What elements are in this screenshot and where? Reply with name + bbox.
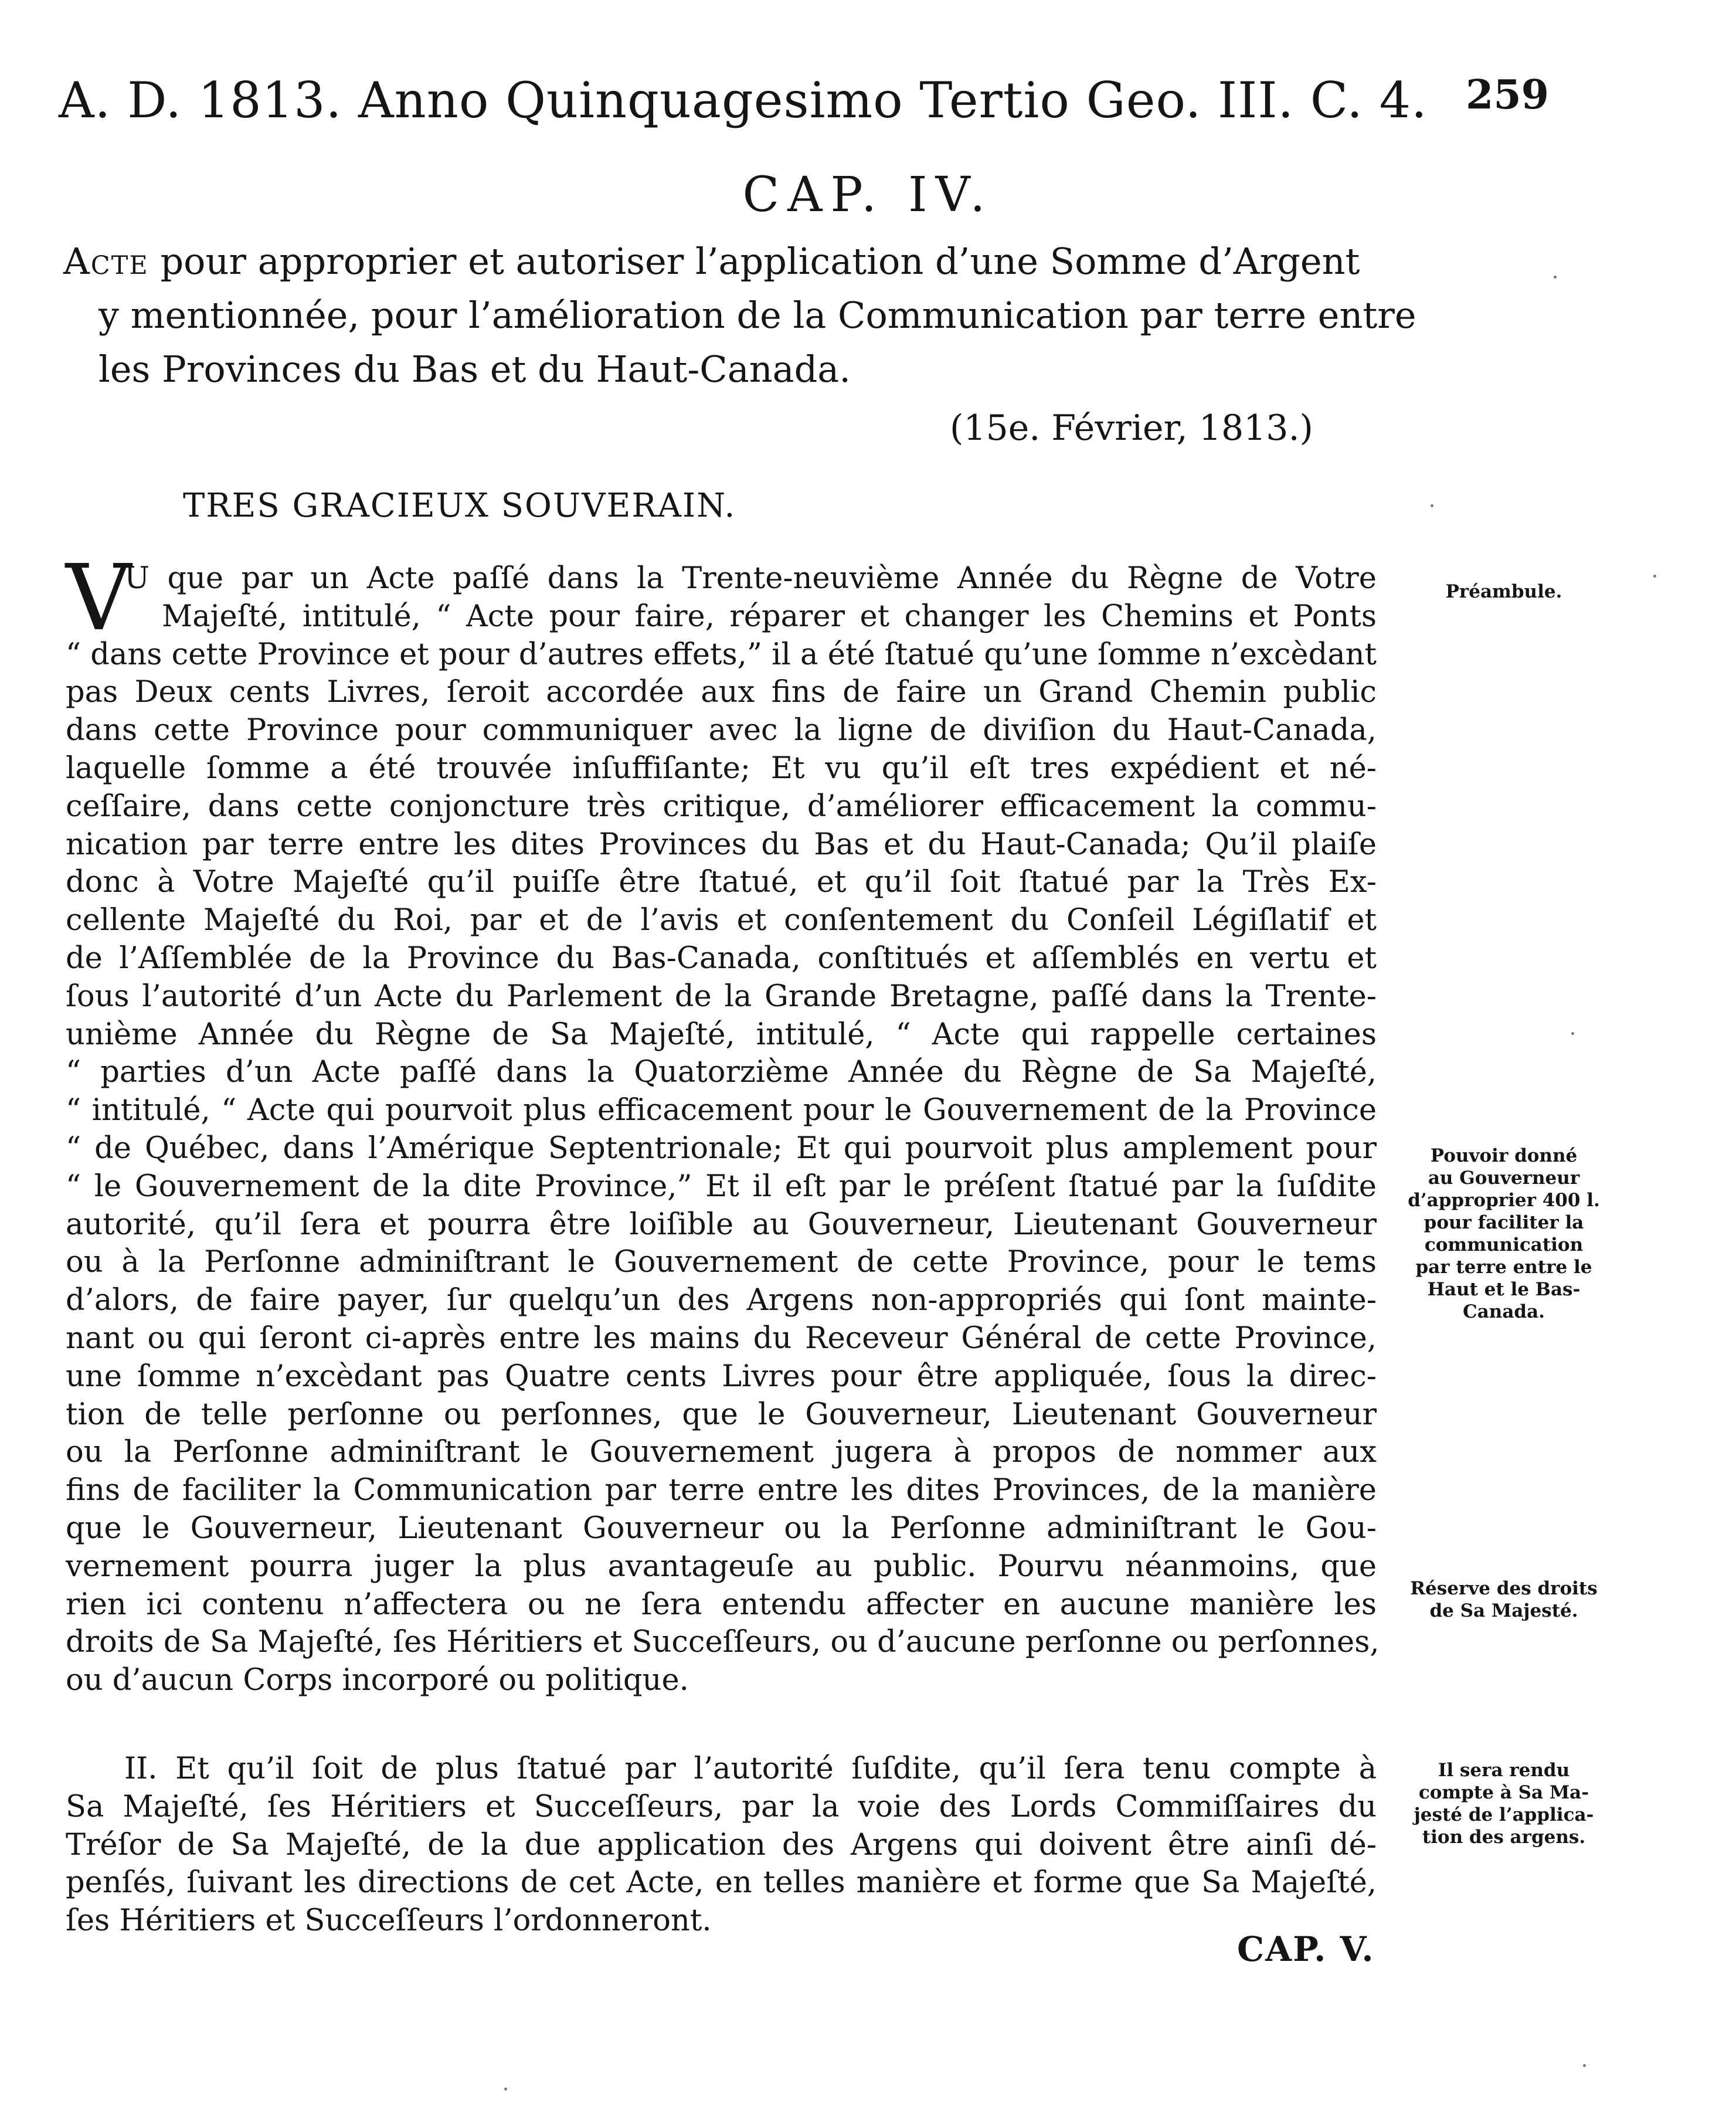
text-line: “ intitulé, “ Acte qui pourvoit plus efficacement pour le Gouvernement de la Province xyxy=(66,1093,1377,1128)
text-line: nication par terre entre les dites Provinces du Bas et du Haut-Canada; Qu’il plaiſe xyxy=(66,827,1377,862)
margin-note-reserve: Réserve des droits de Sa Majesté. xyxy=(1410,1578,1598,1621)
text-line: ceſſaire, dans cette conjoncture très critique, d’améliorer efficacement la commu- xyxy=(66,789,1377,824)
text-line: rien ici contenu n’affectera ou ne ſera entendu affecter en aucune manière les xyxy=(66,1587,1377,1622)
act-title-line-2: y mentionnée, pour l’amélioration de la Communication par terre entre xyxy=(98,294,1416,337)
margin-note-power: Pouvoir donné au Gouverneur d’approprier 400 l. pour faciliter la communication par terre entre le Haut et le Bas- Canada. xyxy=(1408,1145,1600,1322)
scan-speck xyxy=(504,2088,507,2090)
text-line: ou à la Perſonne adminiſtrant le Gouvernement de cette Province, pour le tems xyxy=(66,1245,1377,1280)
text-line: “ dans cette Province et pour d’autres effets,” il a été ſtatué qu’une ſomme n’excèdant xyxy=(66,637,1377,672)
text-line: d’alors, de faire payer, ſur quelqu’un des Argens non-appropriés qui ſont mainte- xyxy=(66,1283,1377,1318)
text-line: “ parties d’un Acte paſſé dans la Quatorzième Année du Règne de Sa Majeſté, xyxy=(66,1055,1377,1090)
text-line: Sa Majeſté, ſes Héritiers et Succeſſeurs, par la voie des Lords Commiſſaires du xyxy=(66,1789,1377,1824)
text-line: penſés, ſuivant les directions de cet Acte, en telles manière et forme que Sa Majeſté, xyxy=(66,1865,1377,1900)
running-title: A. D. 1813. Anno Quinquagesimo Tertio Geo. III. C. 4. xyxy=(59,72,1428,129)
text-line: laquelle ſomme a été trouvée inſuffiſante; Et vu qu’il eſt tres expédient et né- xyxy=(66,751,1377,786)
text-line: de l’Aſſemblée de la Province du Bas-Canada, conſtitués et aſſemblés en vertu et xyxy=(66,941,1377,976)
chapter-heading: CAP. IV. xyxy=(742,167,994,223)
text-line: vernement pourra juger la plus avantageuſe au public. Pourvu néanmoins, que xyxy=(66,1549,1377,1584)
text-line: que le Gouverneur, Lieutenant Gouverneur ou la Perſonne adminiſtrant le Gou- xyxy=(66,1511,1377,1546)
text-line: une ſomme n’excèdant pas Quatre cents Livres pour être appliquée, ſous la direc- xyxy=(66,1359,1377,1394)
text-line: donc à Votre Majeſté qu’il puiſſe être ſtatué, et qu’il ſoit ſtatué par la Très Ex- xyxy=(66,865,1377,900)
scan-speck xyxy=(1571,1032,1574,1035)
act-title-line-1: Acte pour approprier et autoriser l’application d’une Somme d’Argent xyxy=(63,240,1360,283)
text-line: droits de Sa Majeſté, ſes Héritiers et Succeſſeurs, ou d’aucune perſonne ou perſonnes, xyxy=(66,1625,1380,1660)
text-line: ſes Héritiers et Succeſſeurs l’ordonneront. xyxy=(66,1903,712,1939)
text-line: pas Deux cents Livres, ſeroit accordée aux fins de faire un Grand Chemin public xyxy=(66,675,1377,710)
act-title-line-3: les Provinces du Bas et du Haut-Canada. xyxy=(98,348,851,391)
scan-speck xyxy=(1554,276,1557,279)
text-line: fins de faciliter la Communication par terre entre les dites Provinces, de la manière xyxy=(66,1473,1377,1508)
text-line: “ de Québec, dans l’Amérique Septentrionale; Et qui pourvoit plus amplement pour xyxy=(66,1131,1377,1166)
margin-note-preamble: Préambule. xyxy=(1445,581,1562,602)
text-line: dans cette Province pour communiquer avec la ligne de diviſion du Haut-Canada, xyxy=(66,713,1377,748)
text-line: nant ou qui ſeront ci-après entre les mains du Receveur Général de cette Province, xyxy=(66,1321,1377,1356)
text-line: ou la Perſonne adminiſtrant le Gouvernement jugera à propos de nommer aux xyxy=(66,1435,1377,1470)
drop-cap: V xyxy=(66,545,131,651)
section-1-text xyxy=(66,560,1380,1700)
salutation: TRES GRACIEUX SOUVERAIN. xyxy=(183,487,736,525)
act-title-first-word: Acte xyxy=(63,240,149,283)
act-date: (15e. Février, 1813.) xyxy=(950,408,1313,449)
margin-note-account: Il sera rendu compte à Sa Ma- jesté de l’applica- tion des argens. xyxy=(1414,1760,1594,1848)
catchword: CAP. V. xyxy=(1237,1929,1375,1969)
text-line: tion de telle perſonne ou perſonnes, que le Gouverneur, Lieutenant Gouverneur xyxy=(66,1397,1377,1432)
text-line: ou d’aucun Corps incorporé ou politique. xyxy=(66,1663,689,1698)
section-2-text xyxy=(66,1750,1377,1940)
scan-speck xyxy=(1583,2064,1586,2067)
scan-speck xyxy=(1653,575,1656,578)
text-line: Majeſté, intitulé, “ Acte pour faire, réparer et changer les Chemins et Ponts xyxy=(162,599,1377,634)
scan-speck xyxy=(1431,504,1433,507)
text-line: II. Et qu’il ſoit de plus ſtatué par l’autorité ſuſdite, qu’il ſera tenu compte à xyxy=(124,1752,1377,1786)
text-line: autorité, qu’il ſera et pourra être loiſible au Gouverneur, Lieutenant Gouverneur xyxy=(66,1207,1377,1242)
text-line: U que par un Acte paſſé dans la Trente-neuvième Année du Règne de Votre xyxy=(124,561,1377,596)
text-line: Tréſor de Sa Majeſté, de la due application des Argens qui doivent être ainſi dé- xyxy=(66,1827,1377,1862)
act-title xyxy=(63,235,1416,396)
text-line: unième Année du Règne de Sa Majeſté, intitulé, “ Acte qui rappelle certaines xyxy=(66,1017,1377,1052)
text-line: “ le Gouvernement de la dite Province,” Et il eſt par le préſent ſtatué par la ſuſdite xyxy=(66,1169,1377,1204)
text-line: ſous l’autorité d’un Acte du Parlement de la Grande Bretagne, paſſé dans la Trente- xyxy=(66,979,1377,1014)
text-line: cellente Majeſté du Roi, par et de l’avis et conſentement du Conſeil Légiſlatif et xyxy=(66,903,1377,938)
page-number: 259 xyxy=(1466,72,1549,118)
